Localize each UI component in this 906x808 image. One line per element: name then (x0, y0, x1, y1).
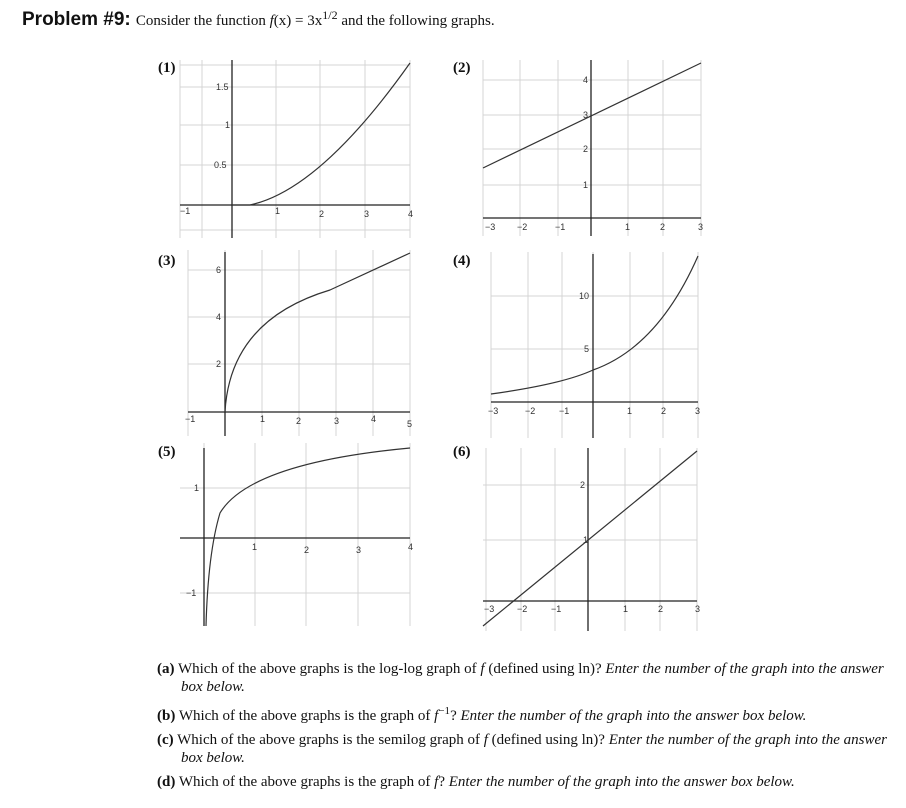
graph-1-grid (180, 60, 410, 238)
graph-5-x-tick: 3 (356, 545, 362, 555)
question-text-end: ? (450, 708, 457, 724)
graph-6-curve (483, 451, 697, 626)
graph-6-grid (483, 448, 697, 631)
question-text-end: ? (438, 774, 446, 790)
graph-3-x-tick: 3 (334, 416, 340, 426)
graph-4-x-tick: −1 (559, 406, 570, 416)
graph-4-x-tick: 3 (695, 406, 701, 416)
graph-2-x-tick: 2 (660, 222, 666, 232)
graph-2-x-tick: 1 (625, 222, 631, 232)
question-b (157, 702, 892, 725)
graph-label-3: (3) (158, 253, 176, 269)
question-function: f (434, 708, 439, 724)
graph-2-y-tick: 1 (583, 180, 589, 190)
question-letter: (d) (157, 774, 176, 790)
question-instruction: Enter the number of the graph into the answer box below. (460, 708, 807, 724)
graph-5-y-tick: 1 (194, 483, 200, 493)
graph-label-1: (1) (158, 60, 176, 76)
graph-3-y-tick: 6 (216, 265, 222, 275)
graph-5 (180, 443, 415, 628)
graph-label-2: (2) (453, 60, 471, 76)
graph-5-curve (206, 448, 410, 626)
graph-label-4: (4) (453, 253, 471, 269)
graph-4-x-tick: −3 (488, 406, 499, 416)
function-arg: (x) (273, 13, 292, 29)
graph-2-x-tick: −2 (517, 222, 528, 232)
graph-1-x-tick: 3 (364, 209, 370, 219)
graph-6-x-tick: 1 (623, 604, 629, 614)
graph-1-y-tick: 1 (225, 120, 231, 130)
question-letter: (c) (157, 732, 174, 748)
graph-5-x-tick: 2 (304, 545, 310, 555)
graph-5-y-tick: −1 (186, 588, 197, 598)
graph-5-x-tick: 1 (252, 542, 258, 552)
graph-3-y-tick: 4 (216, 312, 222, 322)
question-instruction: Enter the number of the graph into the answer box below. (181, 732, 888, 766)
equals-sign: = (295, 13, 304, 29)
graph-4-x-tick: 2 (661, 406, 667, 416)
graph-3 (180, 250, 415, 438)
question-instruction: Enter the number of the graph into the answer box below. (448, 774, 795, 790)
graph-1 (180, 60, 415, 240)
graph-1-y-tick: 1.5 (216, 82, 229, 92)
graph-4-y-tick: 5 (584, 344, 590, 354)
graph-2-grid (483, 60, 704, 236)
graph-2-x-tick: −1 (555, 222, 566, 232)
graph-6-y-tick: 1 (583, 535, 589, 545)
question-text: Which of the above graphs is the log-log graph of (177, 661, 477, 677)
graph-2-y-tick: 2 (583, 144, 589, 154)
question-superscript: −1 (438, 705, 451, 717)
graph-4-y-tick: 10 (579, 291, 590, 301)
graph-4 (483, 252, 705, 440)
graph-6 (483, 448, 705, 633)
graph-4-grid (491, 252, 701, 438)
question-letter: (a) (157, 661, 175, 677)
graph-2-y-tick: 4 (583, 75, 589, 85)
problem-title: Problem #9: (22, 9, 131, 30)
question-function: f (434, 774, 439, 790)
graph-4-x-tick: 1 (627, 406, 633, 416)
graph-5-x-tick: 4 (408, 542, 414, 552)
problem-header (22, 8, 495, 31)
graph-3-x-tick: 2 (296, 416, 302, 426)
question-letter: (b) (157, 708, 176, 724)
question-text-end: (defined using ln)? (488, 661, 602, 677)
graph-1-curve (232, 63, 410, 205)
intro-text-end: and the following graphs. (341, 13, 495, 29)
graph-2-x-tick: 3 (698, 222, 704, 232)
graph-1-x-tick: 2 (319, 209, 325, 219)
question-c (157, 731, 892, 767)
graph-1-y-tick: 0.5 (214, 160, 227, 170)
graph-3-y-tick: 2 (216, 359, 222, 369)
graph-3-x-tick: 1 (260, 414, 266, 424)
graph-2-y-tick: 3 (583, 110, 589, 120)
graph-4-x-tick: −2 (525, 406, 536, 416)
graph-6-y-tick: 2 (580, 480, 586, 490)
graph-3-x-tick: −1 (185, 414, 196, 424)
graph-4-curve (491, 256, 698, 394)
function-name: f (269, 13, 274, 29)
question-a (157, 660, 892, 696)
graph-6-x-tick: 2 (658, 604, 664, 614)
function-exponent: 1/2 (322, 8, 338, 22)
question-text: Which of the above graphs is the semilog graph of (177, 732, 480, 748)
question-text: Which of the above graphs is the graph of (178, 708, 431, 724)
graph-3-curve (225, 253, 410, 412)
graph-2 (483, 60, 705, 238)
graph-1-x-tick: −1 (180, 206, 191, 216)
question-text-end: (defined using ln)? (491, 732, 605, 748)
function-expression: 3x (307, 13, 323, 29)
question-function: f (480, 661, 485, 677)
graph-2-x-tick: −3 (485, 222, 496, 232)
graph-6-x-tick: −1 (551, 604, 562, 614)
question-instruction: Enter the number of the graph into the answer box below. (181, 661, 884, 695)
graph-6-x-tick: −3 (484, 604, 495, 614)
questions-list (157, 660, 892, 797)
graph-6-x-tick: 3 (695, 604, 701, 614)
graph-3-grid (188, 250, 413, 436)
question-function: f (483, 732, 488, 748)
intro-text: Consider the function (135, 13, 266, 29)
graph-1-x-tick: 4 (408, 209, 414, 219)
graph-1-x-tick: 1 (275, 206, 281, 216)
graph-3-x-tick: 5 (407, 419, 413, 429)
graph-label-6: (6) (453, 444, 471, 460)
graph-label-5: (5) (158, 444, 176, 460)
question-text: Which of the above graphs is the graph of (178, 774, 431, 790)
question-d (157, 773, 892, 791)
graph-3-x-tick: 4 (371, 414, 377, 424)
graph-6-x-tick: −2 (517, 604, 528, 614)
